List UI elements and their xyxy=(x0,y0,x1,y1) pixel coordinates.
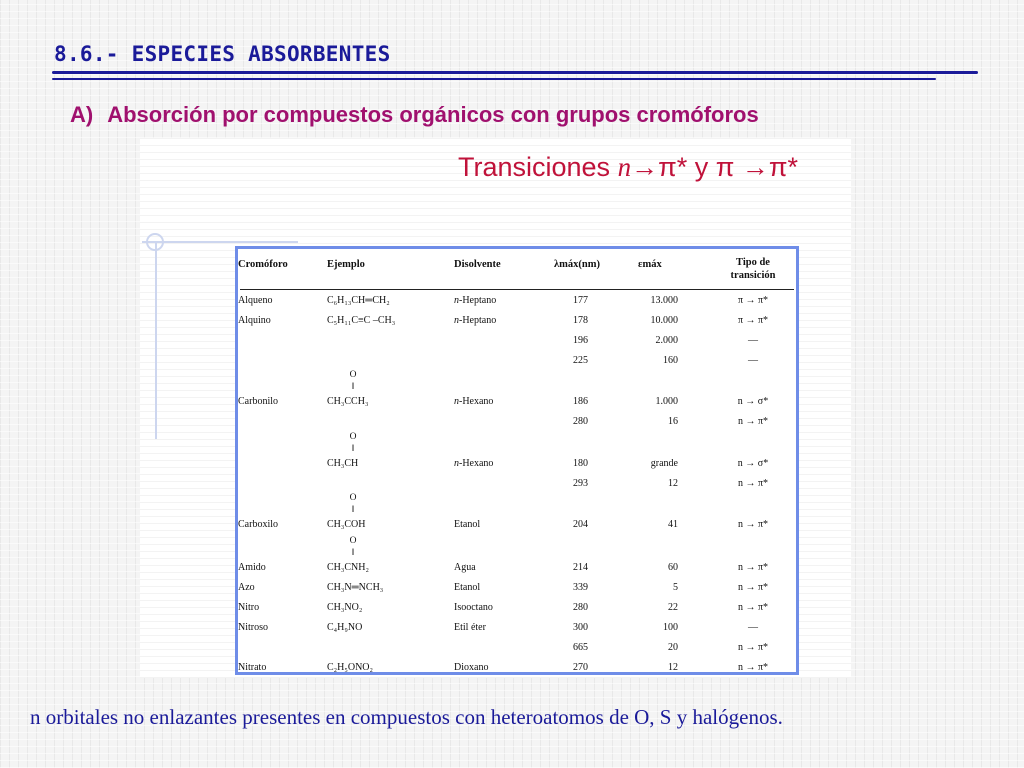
cell-cromoforo: Amido xyxy=(238,562,266,573)
slide-title: 8.6.- ESPECIES ABSORBENTES xyxy=(54,42,391,66)
cell-disolvente: n-Hexano xyxy=(454,458,494,469)
cell-lambda: 186 xyxy=(573,396,588,407)
cell-lambda: 665 xyxy=(573,642,588,653)
cell-tipo: — xyxy=(748,335,758,346)
cell-disolvente: n-Heptano xyxy=(454,315,497,326)
cell-ejemplo: CH₃COH xyxy=(327,519,366,530)
cell-disolvente: n-Heptano xyxy=(454,295,497,306)
cell-lambda: 280 xyxy=(573,416,588,427)
cell-epsilon: 22 xyxy=(668,602,678,613)
cell-tipo: π → π* xyxy=(737,315,769,326)
carbonyl-double-bond: ‖ xyxy=(351,382,355,392)
cell-lambda: 339 xyxy=(573,582,588,593)
cell-lambda: 225 xyxy=(573,355,588,366)
italic-n: n xyxy=(454,295,459,306)
cell-tipo: n → π* xyxy=(737,562,769,573)
carbonyl-oxygen-label: O xyxy=(349,536,357,546)
cell-tipo: n → π* xyxy=(737,662,769,673)
italic-n: n xyxy=(454,315,459,326)
cell-tipo: n → π* xyxy=(737,519,769,530)
heading-prefix: Transiciones xyxy=(458,152,618,182)
cell-epsilon: 100 xyxy=(663,622,678,633)
cell-tipo: n → σ* xyxy=(737,458,769,469)
cell-epsilon: 2.000 xyxy=(655,335,678,346)
header-disolvente: Disolvente xyxy=(454,259,501,270)
cell-disolvente: Etanol xyxy=(454,519,481,530)
header-tipo xyxy=(708,256,798,282)
title-underline xyxy=(52,71,978,74)
cell-lambda: 180 xyxy=(573,458,588,469)
decorative-circle-icon xyxy=(146,233,164,251)
cell-cromoforo: Carbonilo xyxy=(238,396,278,407)
cell-lambda: 270 xyxy=(573,662,588,673)
cell-cromoforo: Carboxilo xyxy=(238,519,278,530)
cell-lambda: 280 xyxy=(573,602,588,613)
transitions-heading xyxy=(458,152,798,183)
decorative-line-horizontal xyxy=(142,241,298,243)
cell-disolvente: Etil éter xyxy=(454,622,486,633)
decorative-line-vertical xyxy=(155,241,157,439)
cell-epsilon: 5 xyxy=(673,582,678,593)
heading-transitions: →π* y π →π* xyxy=(631,152,798,182)
cell-lambda: 204 xyxy=(573,519,588,530)
header-lambda: λmáx(nm) xyxy=(554,259,600,270)
cell-epsilon: 41 xyxy=(668,519,678,530)
cell-ejemplo: C₅H₁₁C≡C –CH₃ xyxy=(327,315,396,326)
carbonyl-double-bond: ‖ xyxy=(351,548,355,558)
cell-cromoforo: Alquino xyxy=(238,315,271,326)
carbonyl-double-bond: ‖ xyxy=(351,505,355,515)
cell-tipo: n → π* xyxy=(737,478,769,489)
chromophore-table xyxy=(235,246,799,675)
header-rule xyxy=(240,289,794,290)
cell-lambda: 178 xyxy=(573,315,588,326)
carbonyl-oxygen-label: O xyxy=(349,493,357,503)
cell-tipo: π → π* xyxy=(737,295,769,306)
cell-tipo: n → π* xyxy=(737,642,769,653)
cell-cromoforo: Nitrato xyxy=(238,662,267,673)
subtitle-text: Absorción por compuestos orgánicos con grupos cromóforos xyxy=(107,102,759,127)
cell-epsilon: 12 xyxy=(668,662,678,673)
cell-disolvente: Dioxano xyxy=(454,662,489,673)
header-cromoforo: Cromóforo xyxy=(238,259,288,270)
title-underline-secondary xyxy=(52,78,936,80)
cell-epsilon: 16 xyxy=(668,416,678,427)
cell-tipo: n → σ* xyxy=(737,396,769,407)
carbonyl-double-bond: ‖ xyxy=(351,444,355,454)
header-epsilon: εmáx xyxy=(638,259,662,270)
header-tipo-line1: Tipo de xyxy=(736,257,770,268)
cell-lambda: 196 xyxy=(573,335,588,346)
cell-cromoforo: Nitro xyxy=(238,602,260,613)
cell-lambda: 214 xyxy=(573,562,588,573)
cell-epsilon: 20 xyxy=(668,642,678,653)
cell-ejemplo: CH₃CCH₃ xyxy=(327,396,369,407)
cell-tipo: n → π* xyxy=(737,416,769,427)
cell-tipo: n → π* xyxy=(737,582,769,593)
cell-lambda: 300 xyxy=(573,622,588,633)
cell-ejemplo: CH₃CNH₂ xyxy=(327,562,369,573)
cell-epsilon: 10.000 xyxy=(650,315,678,326)
carbonyl-oxygen-label: O xyxy=(349,432,357,442)
cell-tipo: n → π* xyxy=(737,602,769,613)
cell-cromoforo: Alqueno xyxy=(238,295,273,306)
cell-tipo: — xyxy=(748,622,758,633)
header-ejemplo: Ejemplo xyxy=(327,259,365,270)
subtitle-letter: A) xyxy=(70,102,94,127)
italic-n: n xyxy=(454,458,459,469)
cell-lambda: 293 xyxy=(573,478,588,489)
cell-epsilon: 12 xyxy=(668,478,678,489)
cell-ejemplo: CH₃NO₂ xyxy=(327,602,363,613)
subtitle xyxy=(70,102,759,128)
cell-cromoforo: Nitroso xyxy=(238,622,268,633)
cell-disolvente: Agua xyxy=(454,562,476,573)
cell-epsilon: 60 xyxy=(668,562,678,573)
cell-tipo: — xyxy=(748,355,758,366)
cell-epsilon: 13.000 xyxy=(650,295,678,306)
header-tipo-line2: transición xyxy=(730,270,776,281)
cell-epsilon: 160 xyxy=(663,355,678,366)
heading-n: n xyxy=(617,152,632,182)
cell-disolvente: Isooctano xyxy=(454,602,493,613)
cell-ejemplo: C₆H₁₃CH═CH₂ xyxy=(327,295,390,306)
footer-note: n orbitales no enlazantes presentes en compuestos con heteroatomos de O, S y halógenos. xyxy=(30,705,783,729)
cell-ejemplo: C₄H₉NO xyxy=(327,622,363,633)
cell-ejemplo: CH₃CH xyxy=(327,458,359,469)
cell-disolvente: Etanol xyxy=(454,582,481,593)
cell-ejemplo: CH₃N═NCH₃ xyxy=(327,582,384,593)
cell-cromoforo: Azo xyxy=(238,582,255,593)
cell-lambda: 177 xyxy=(573,295,588,306)
cell-epsilon: grande xyxy=(650,458,678,469)
cell-epsilon: 1.000 xyxy=(655,396,678,407)
italic-n: n xyxy=(454,396,459,407)
cell-ejemplo: C₂H₅ONO₂ xyxy=(327,662,374,673)
cell-disolvente: n-Hexano xyxy=(454,396,494,407)
carbonyl-oxygen-label: O xyxy=(349,370,357,380)
